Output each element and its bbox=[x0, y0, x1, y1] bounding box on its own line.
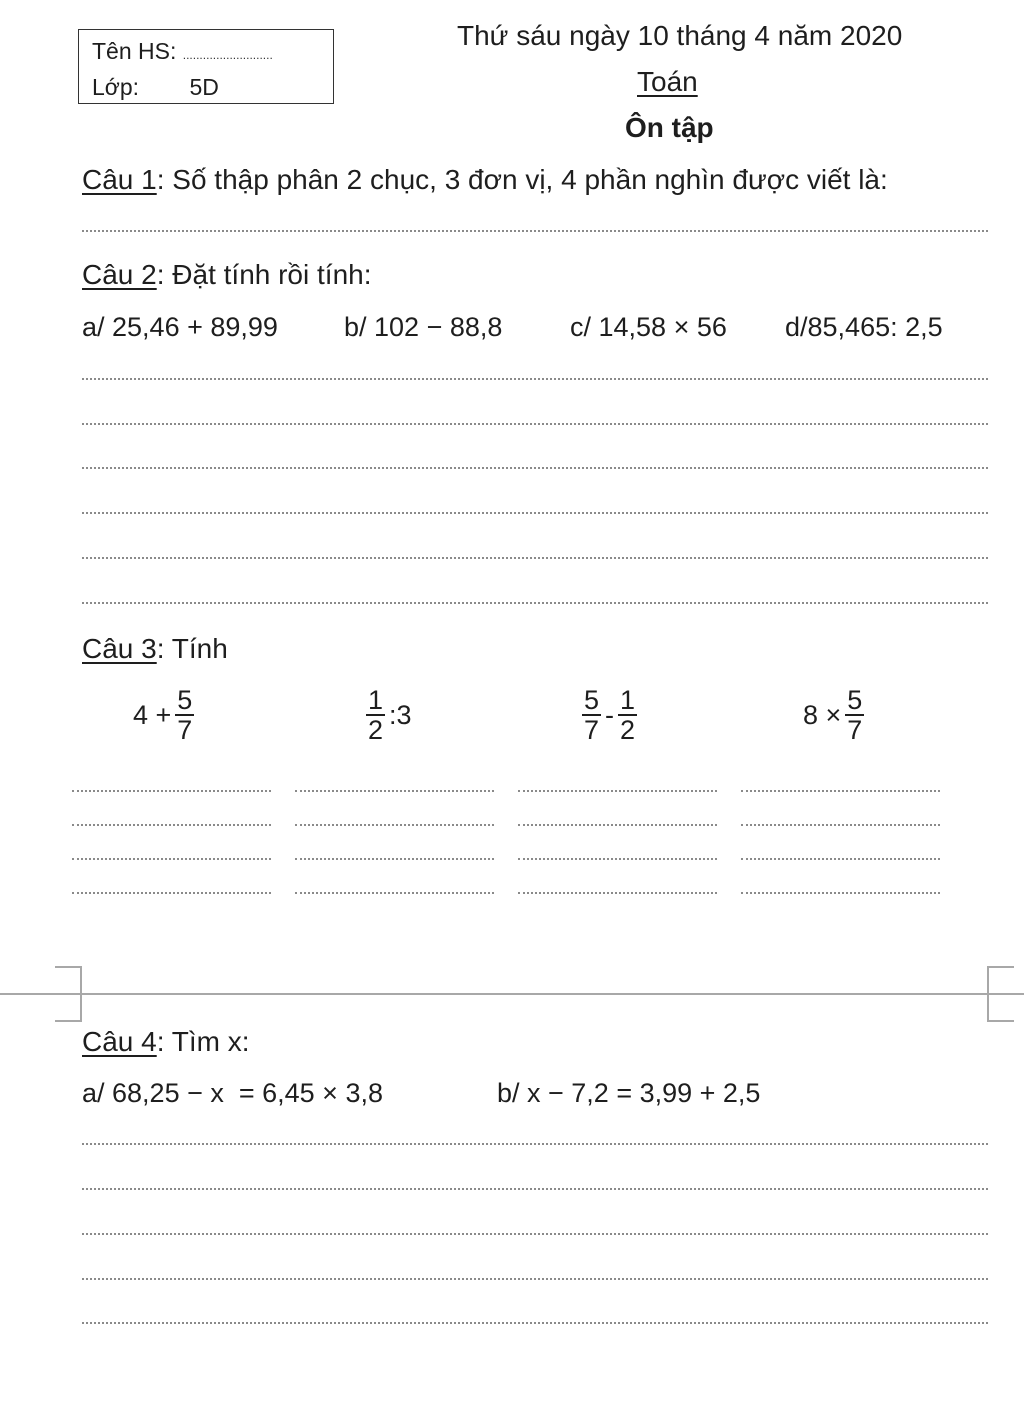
crop-mark bbox=[55, 966, 82, 995]
minus-sign: - bbox=[605, 699, 615, 730]
question-1 bbox=[82, 164, 888, 196]
expr-prefix: 4 + bbox=[133, 699, 172, 730]
numerator: 1 bbox=[620, 685, 636, 715]
question-3-expr-2 bbox=[362, 686, 412, 745]
answer-line[interactable] bbox=[72, 858, 271, 860]
question-2-text: : Đặt tính rồi tính: bbox=[156, 259, 372, 290]
question-3-expr-3 bbox=[578, 686, 641, 745]
date-line: Thứ sáu ngày 10 tháng 4 năm 2020 bbox=[457, 20, 903, 51]
question-4-item-a: a/ 68,25 − x = 6,45 × 3,8 bbox=[82, 1078, 383, 1108]
question-2-item-c: c/ 14,58 × 56 bbox=[570, 312, 727, 342]
answer-line[interactable] bbox=[82, 378, 988, 380]
subject-title: Toán bbox=[637, 66, 698, 97]
class-value: 5D bbox=[189, 74, 219, 100]
crop-mark bbox=[987, 966, 1014, 995]
answer-line[interactable] bbox=[82, 602, 988, 604]
lesson-title: Ôn tập bbox=[625, 112, 714, 143]
numerator: 1 bbox=[368, 685, 384, 715]
question-3 bbox=[82, 633, 228, 665]
student-name-row bbox=[92, 38, 273, 65]
answer-line[interactable] bbox=[518, 824, 717, 826]
question-4-text: : Tìm x: bbox=[156, 1026, 250, 1057]
numerator: 5 bbox=[584, 685, 600, 715]
answer-line[interactable] bbox=[82, 1278, 988, 1280]
answer-line[interactable] bbox=[72, 892, 271, 894]
answer-line[interactable] bbox=[82, 512, 988, 514]
denominator: 7 bbox=[177, 715, 193, 746]
answer-line[interactable] bbox=[518, 892, 717, 894]
crop-mark bbox=[55, 995, 82, 1022]
question-1-label: Câu 1 bbox=[82, 164, 157, 195]
answer-line[interactable] bbox=[295, 790, 494, 792]
fraction bbox=[845, 686, 864, 745]
answer-line[interactable] bbox=[82, 1322, 988, 1324]
answer-line[interactable] bbox=[741, 790, 940, 792]
class-row bbox=[92, 74, 219, 101]
answer-line[interactable] bbox=[518, 790, 717, 792]
question-4 bbox=[82, 1026, 250, 1058]
question-4-item-b: b/ x − 7,2 = 3,99 + 2,5 bbox=[497, 1078, 761, 1108]
numerator: 5 bbox=[177, 685, 193, 715]
question-2-item-a: a/ 25,46 + 89,99 bbox=[82, 312, 278, 342]
denominator: 2 bbox=[620, 715, 636, 746]
denominator: 7 bbox=[584, 715, 600, 746]
fraction bbox=[582, 686, 601, 745]
answer-line[interactable] bbox=[295, 892, 494, 894]
answer-line[interactable] bbox=[82, 1188, 988, 1190]
answer-line[interactable] bbox=[82, 557, 988, 559]
answer-line[interactable] bbox=[82, 1233, 988, 1235]
numerator: 5 bbox=[847, 685, 863, 715]
question-4-label: Câu 4 bbox=[82, 1026, 157, 1057]
class-label: Lớp: bbox=[92, 74, 140, 100]
question-3-expr-4 bbox=[803, 686, 868, 745]
fraction bbox=[366, 686, 385, 745]
student-name-blank[interactable]: ........................... bbox=[182, 48, 273, 62]
fraction bbox=[618, 686, 637, 745]
answer-line[interactable] bbox=[295, 824, 494, 826]
denominator: 7 bbox=[847, 715, 863, 746]
answer-line[interactable] bbox=[82, 1143, 988, 1145]
answer-line[interactable] bbox=[295, 858, 494, 860]
answer-line[interactable] bbox=[518, 858, 717, 860]
question-3-text: : Tính bbox=[156, 633, 228, 664]
answer-line[interactable] bbox=[72, 790, 271, 792]
answer-line[interactable] bbox=[741, 892, 940, 894]
answer-line[interactable] bbox=[82, 230, 988, 232]
question-2-item-d: d/85,465: 2,5 bbox=[785, 312, 943, 342]
answer-line[interactable] bbox=[741, 824, 940, 826]
question-2 bbox=[82, 259, 372, 291]
question-3-label: Câu 3 bbox=[82, 633, 157, 664]
question-3-expr-1 bbox=[133, 686, 198, 745]
answer-line[interactable] bbox=[82, 467, 988, 469]
question-1-text: : Số thập phân 2 chục, 3 đơn vị, 4 phần nghìn được viết là: bbox=[156, 164, 888, 195]
answer-line[interactable] bbox=[72, 824, 271, 826]
question-2-item-b: b/ 102 − 88,8 bbox=[344, 312, 503, 342]
page-break bbox=[0, 993, 1024, 995]
student-name-label: Tên HS: bbox=[92, 38, 177, 64]
denominator: 2 bbox=[368, 715, 384, 746]
fraction bbox=[175, 686, 194, 745]
crop-mark bbox=[987, 995, 1014, 1022]
expr-prefix: 8 × bbox=[803, 699, 842, 730]
expr-suffix: :3 bbox=[389, 699, 412, 730]
answer-line[interactable] bbox=[741, 858, 940, 860]
answer-line[interactable] bbox=[82, 423, 988, 425]
question-2-label: Câu 2 bbox=[82, 259, 157, 290]
